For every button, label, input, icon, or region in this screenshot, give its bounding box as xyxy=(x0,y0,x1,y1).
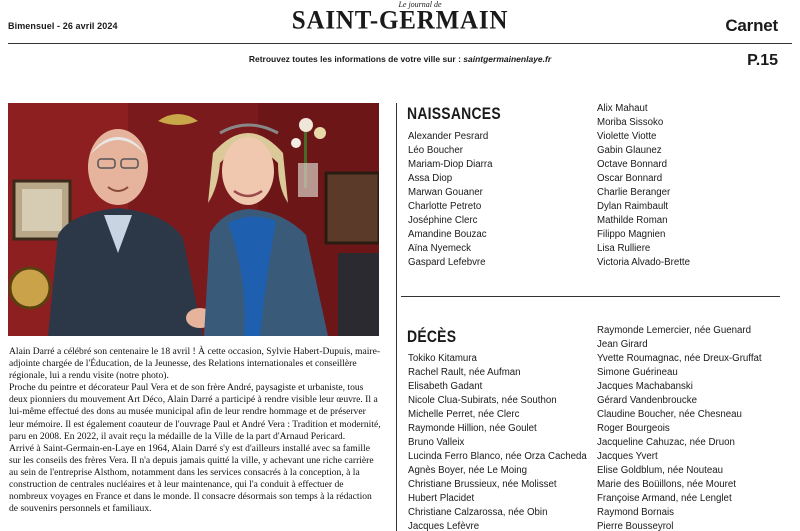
list-item: Hubert Placidet xyxy=(408,493,475,504)
centenarian-photo xyxy=(8,103,379,336)
photo-caption xyxy=(9,346,381,515)
list-item: Victoria Alvado-Brette xyxy=(597,257,690,268)
list-item: Bruno Valleix xyxy=(408,437,465,448)
list-item: Jacqueline Cahuzac, née Druon xyxy=(597,437,735,448)
list-item: Jacques Machabanski xyxy=(597,381,693,392)
list-item: Octave Bonnard xyxy=(597,159,668,170)
list-item: Christiane Brussieux, née Molisset xyxy=(408,479,557,490)
masthead[interactable] xyxy=(0,0,800,33)
list-item: Raymonde Lemercier, née Guenard xyxy=(597,325,752,336)
masthead-title: SAINT-GERMAIN xyxy=(291,6,509,35)
list-item: Agnès Boyer, née Le Moing xyxy=(408,465,528,476)
list-item: Charlie Beranger xyxy=(597,187,671,198)
website-link[interactable]: saintgermainenlaye.fr xyxy=(463,54,552,64)
list-item: Aïna Nyemeck xyxy=(408,243,471,254)
column-divider xyxy=(396,103,397,531)
list-item: Yvette Roumagnac, née Dreux-Gruffat xyxy=(597,353,762,364)
list-item: Simone Guérineau xyxy=(597,367,678,378)
list-item: Charlotte Petreto xyxy=(408,201,482,212)
naissances-list-right xyxy=(597,102,690,270)
list-item: Pierre Bousseyrol xyxy=(597,521,674,531)
list-item: Tokiko Kitamura xyxy=(408,353,477,364)
header-divider xyxy=(8,43,792,44)
list-item: Violette Viotte xyxy=(597,131,657,142)
list-item: Gaspard Lefebvre xyxy=(408,257,486,268)
list-item: Elisabeth Gadant xyxy=(408,381,483,392)
list-item: Léo Boucher xyxy=(408,145,463,156)
edition-date: Bimensuel - 26 avril 2024 xyxy=(8,21,118,31)
naissances-heading: NAISSANCES xyxy=(407,104,501,123)
list-item: Oscar Bonnard xyxy=(597,173,663,184)
deces-list-left xyxy=(408,352,587,531)
list-item: Assa Diop xyxy=(408,173,453,184)
list-item: Mathilde Roman xyxy=(597,215,668,226)
list-item: Gérard Vandenbroucke xyxy=(597,395,697,406)
list-item: Lucinda Ferro Blanco, née Orza Cacheda xyxy=(408,451,587,462)
masthead-tagline: Le journal de xyxy=(398,0,442,9)
list-item: Claudine Boucher, née Chesneau xyxy=(597,409,742,420)
deces-list-right xyxy=(597,324,762,531)
list-item: Gabin Glaunez xyxy=(597,145,662,156)
caption-paragraph: Proche du peintre et décorateur Paul Vera et de son frère André, paysagiste et urbaniste, tous deux pionniers du mouvement Art Déco, Alain Darré a participé à rendre visible leur œuvre. Il a lui-même effectué des dons au musée municipal afin de leur rendre hommage et de préserver leur mémoire. Il est également coauteur de l'ouvrage Paul et André Vera : Tradition et modernité, paru en 2008. En 2022, il avait reçu la médaille de la Ville de la part d'Arnaud Pericard. xyxy=(9,382,381,442)
caption-paragraph: Arrivé à Saint-Germain-en-Laye en 1964, Alain Darré s'y est d'ailleurs installé avec sa famille sur les conseils des frères Vera. Il n'a depuis jamais quitté la ville, y achevant une riche carrière au sein de l'entreprise Alsthom, notamment dans les services consacrés à la conception, à la construction de centrales nucléaires et à leur maintenance, qui l'a conduit à effectuer de nombreux voyages en France et dans le monde. Il consacre désormais son temps à la rédaction de souvenirs personnels et familiaux. xyxy=(9,442,374,515)
section-divider xyxy=(401,296,780,297)
naissances-list-left xyxy=(408,130,493,270)
list-item: Jacques Yvert xyxy=(597,451,658,462)
list-item: Elise Goldblum, née Nouteau xyxy=(597,465,724,476)
list-item: Alexander Pesrard xyxy=(408,131,489,142)
list-item: Jean Girard xyxy=(597,339,648,350)
list-item: Marie des Boüillons, née Mouret xyxy=(597,479,736,490)
list-item: Nicole Clua-Subirats, née Southon xyxy=(408,395,557,406)
info-text: Retrouvez toutes les informations de votre ville sur : xyxy=(248,54,464,64)
list-item: Raymond Bornais xyxy=(597,507,674,518)
list-item: Michelle Perret, née Clerc xyxy=(408,409,520,420)
list-item: Roger Bourgeois xyxy=(597,423,670,434)
deces-heading: DÉCÈS xyxy=(407,327,457,346)
list-item: Raymonde Hillion, née Goulet xyxy=(408,423,537,434)
list-item: Joséphine Clerc xyxy=(408,215,478,226)
info-line xyxy=(0,54,800,64)
section-title: Carnet xyxy=(725,16,778,35)
list-item: Rachel Rault, née Aufman xyxy=(408,367,521,378)
list-item: Mariam-Diop Diarra xyxy=(408,159,493,170)
list-item: Christiane Calzarossa, née Obin xyxy=(408,507,548,518)
list-item: Dylan Raimbault xyxy=(597,201,669,212)
list-item: Françoise Armand, née Lenglet xyxy=(597,493,732,504)
list-item: Jacques Lefèvre xyxy=(408,521,480,531)
list-item: Alix Mahaut xyxy=(597,103,648,114)
list-item: Amandine Bouzac xyxy=(408,229,487,240)
list-item: Moriba Sissoko xyxy=(597,117,664,128)
list-item: Filippo Magnien xyxy=(597,229,666,240)
list-item: Lisa Rulliere xyxy=(597,243,651,254)
page-number: P.15 xyxy=(747,52,778,69)
list-item: Marwan Gouaner xyxy=(408,187,483,198)
caption-paragraph: Alain Darré a célébré son centenaire le 18 avril ! À cette occasion, Sylvie Habert-Dupuis, maire-adjointe chargée de l'Éducation, de la Jeunesse, des Relations internationales et conseillère régionale, lui a rendu visite (notre photo). xyxy=(9,346,381,382)
